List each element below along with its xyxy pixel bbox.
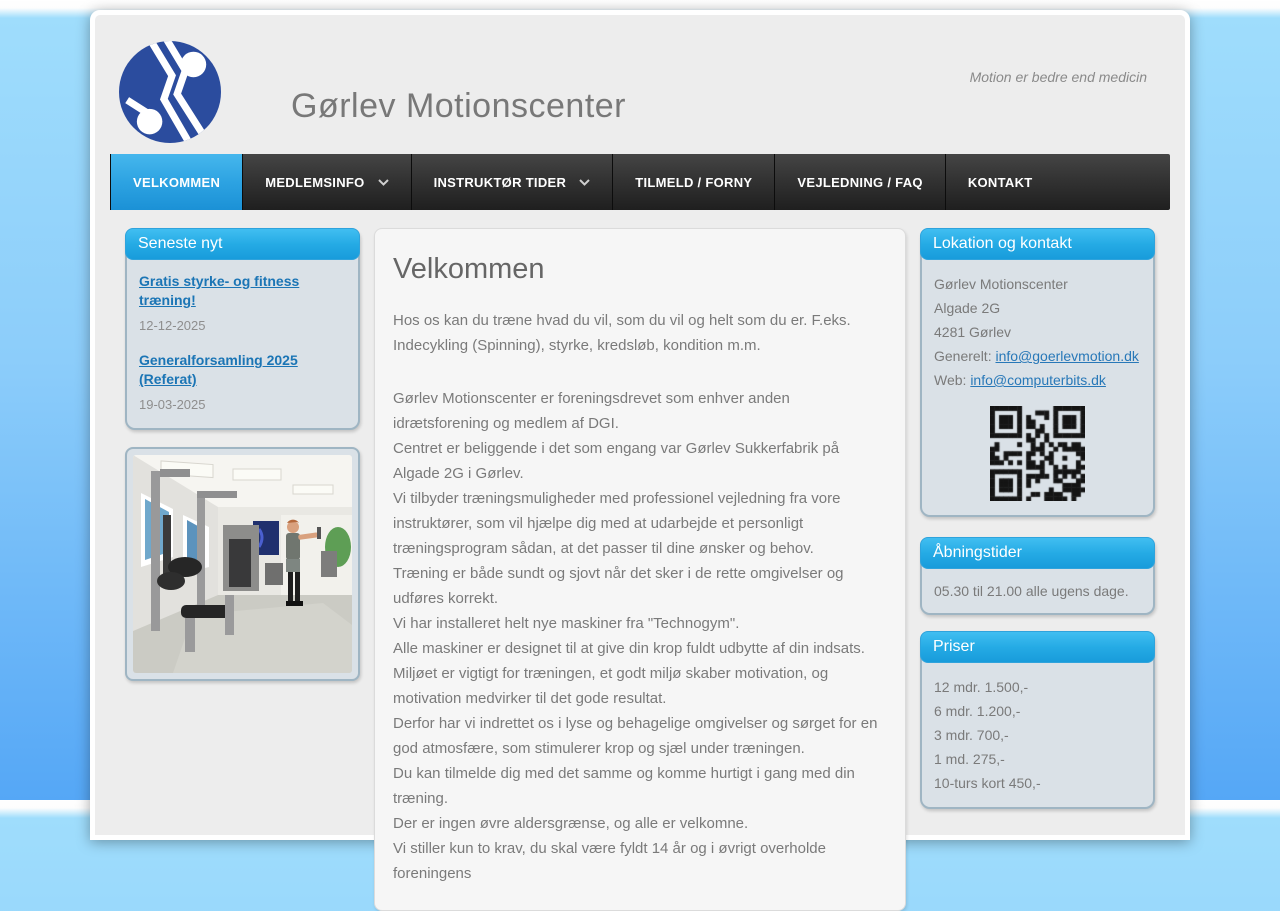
nav-item-label: KONTAKT (967, 174, 1033, 190)
general-email-link[interactable]: info@goerlevmotion.dk (995, 348, 1139, 364)
web-email-link[interactable]: info@computerbits.dk (970, 372, 1106, 388)
nav-item[interactable] (612, 154, 774, 210)
nav-item[interactable] (242, 154, 410, 210)
contact-address-line: Gørlev Motionscenter (934, 276, 1068, 292)
news-link[interactable]: Gratis styrke- og fitness træning! (139, 273, 300, 308)
gym-photo-frame (125, 447, 360, 681)
nav-item[interactable] (945, 154, 1055, 210)
hours-text: 05.30 til 21.00 alle ugens dage. (934, 583, 1129, 599)
contact-address (934, 272, 1141, 344)
body-line: Der er ingen øvre aldersgrænse, og alle er velkomne. (393, 815, 749, 832)
chevron-down-icon (579, 179, 590, 186)
body-line: Træning er både sundt og sjovt når det sker i de rette omgivelser og udføres korrekt. (393, 565, 844, 607)
gym-photo (133, 455, 352, 673)
body-line: Derfor har vi indrettet os i lyse og behagelige omgivelser og sørget for en god atmosfære, som stimulerer krop og sjæl under træningen. (393, 715, 878, 757)
body-line: Du kan tilmelde dig med det samme og komme hurtigt i gang med din træning. (393, 765, 855, 807)
nav-item[interactable] (774, 154, 944, 210)
nav-item-label: VELKOMMEN (133, 174, 221, 190)
qr-code (990, 406, 1085, 501)
contact-general-label: Generelt: (934, 348, 996, 364)
site-tagline: Motion er bedre end medicin (969, 69, 1147, 85)
news-date: 19-03-2025 (139, 397, 206, 412)
news-item (139, 272, 346, 333)
prices-box-title: Priser (920, 631, 1155, 663)
nav-item-label: INSTRUKTØR TIDER (433, 174, 567, 190)
body-line: Vi stiller kun to krav, du skal være fyldt 14 år og i øvrigt overholde foreningens (393, 840, 826, 882)
site-header (95, 15, 1185, 154)
dgi-club-logo-icon (119, 41, 221, 143)
news-list (127, 260, 358, 428)
site-title: Gørlev Motionscenter (291, 87, 626, 125)
news-box (125, 228, 360, 430)
right-sidebar (920, 228, 1155, 911)
nav-item[interactable] (411, 154, 613, 210)
body-line: Alle maskiner er designet til at give din krop fuldt udbytte af din indsats. (393, 640, 865, 657)
hours-box (920, 537, 1155, 615)
main-column (374, 228, 906, 911)
news-link[interactable]: Generalforsamling 2025 (Referat) (139, 352, 298, 387)
hours-box-title: Åbningstider (920, 537, 1155, 569)
content-area (95, 210, 1185, 911)
contact-address-line: 4281 Gørlev (934, 324, 1012, 340)
price-line: 3 mdr. 700,- (934, 727, 1009, 743)
contact-box (920, 228, 1155, 517)
body-line: Vi tilbyder træningsmuligheder med professionel vejledning fra vore instruktører, som vil hjælpe dig med at udarbejde et personligt træningsprogram sådan, at det passer til dine ønsker og behov. (393, 490, 841, 557)
nav-item-label: VEJLEDNING / FAQ (797, 174, 923, 190)
price-line: 12 mdr. 1.500,- (934, 679, 1029, 695)
nav-item[interactable] (110, 154, 242, 210)
page-title: Velkommen (393, 253, 545, 285)
body-line: Vi har installeret helt nye maskiner fra "Technogym". (393, 615, 740, 632)
contact-web-label: Web: (934, 372, 971, 388)
prices-list (922, 663, 1153, 807)
body-line: Gørlev Motionscenter er foreningsdrevet som enhver anden idrætsforening og medlem af DGI. (393, 390, 790, 432)
body-text (393, 386, 887, 886)
prices-box (920, 631, 1155, 809)
price-line: 1 md. 275,- (934, 751, 1005, 767)
intro-paragraph: Hos os kan du træne hvad du vil, som du vil og helt som du er. F.eks. Indecykling (Spinning), styrke, kredsløb, kondition m.m. (393, 312, 851, 354)
news-item (139, 351, 346, 412)
left-sidebar (125, 228, 360, 911)
body-line: Centret er beliggende i det som engang var Gørlev Sukkerfabrik på Algade 2G i Gørlev. (393, 440, 840, 482)
contact-general-line (934, 344, 1141, 368)
news-date: 12-12-2025 (139, 318, 206, 333)
nav-item-label: TILMELD / FORNY (635, 174, 753, 190)
page-card (90, 10, 1190, 882)
price-line: 6 mdr. 1.200,- (934, 703, 1021, 719)
contact-web-line (934, 368, 1141, 392)
chevron-down-icon (378, 179, 389, 186)
contact-box-title: Lokation og kontakt (920, 228, 1155, 260)
nav-item-label: MEDLEMSINFO (265, 174, 365, 190)
welcome-panel (374, 228, 906, 911)
main-nav (110, 154, 1170, 210)
price-line: 10-turs kort 450,- (934, 775, 1041, 791)
contact-address-line: Algade 2G (934, 300, 1001, 316)
body-line: Miljøet er vigtigt for træningen, et godt miljø skaber motivation, og motivation medvirker til det gode resultat. (393, 665, 829, 707)
news-box-title: Seneste nyt (125, 228, 360, 260)
